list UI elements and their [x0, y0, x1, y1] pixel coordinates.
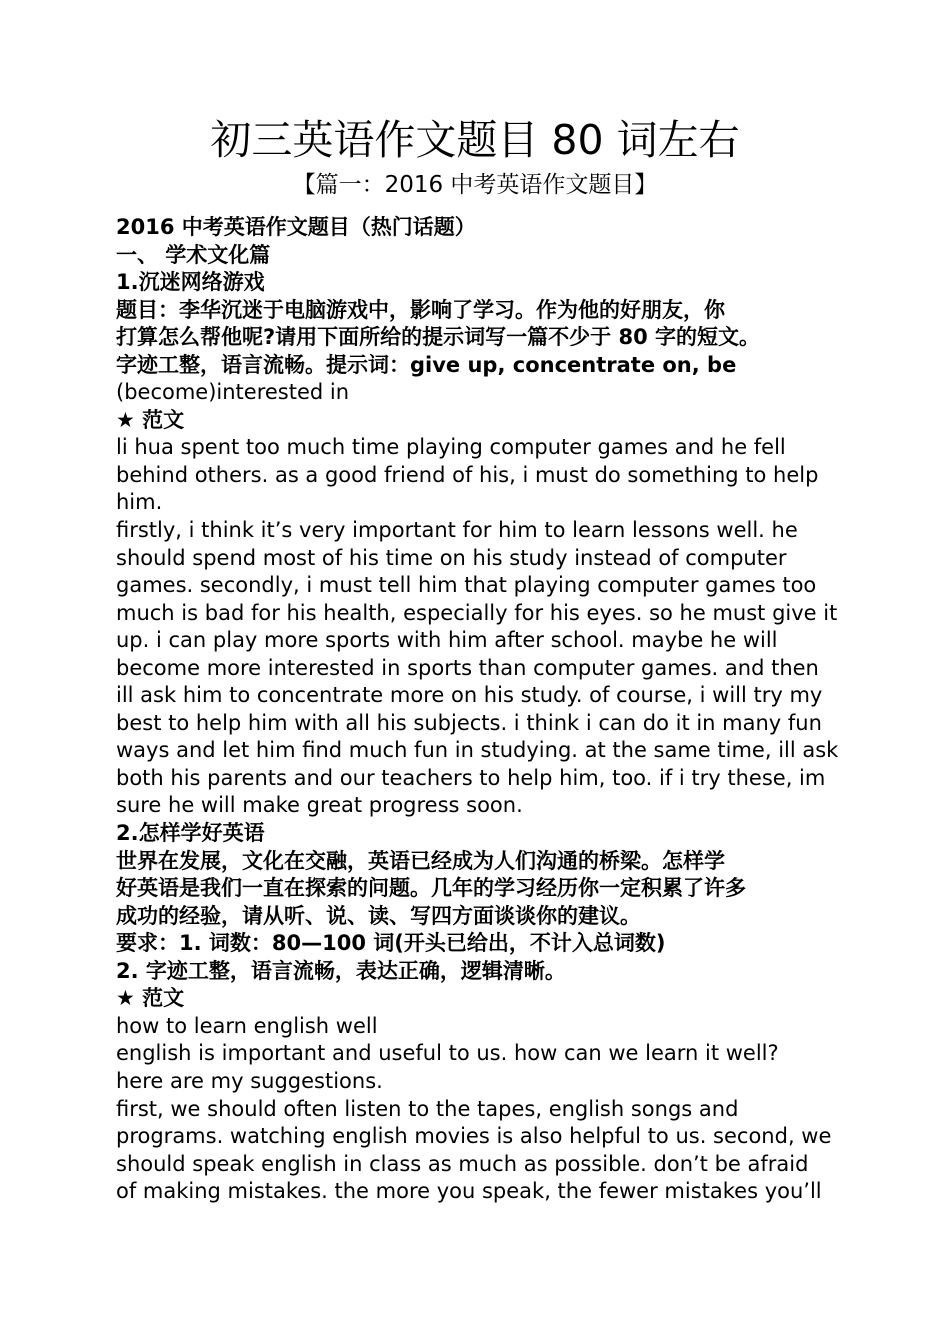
text-line: 成功的经验，请从听、说、读、写四方面谈谈你的建议。: [116, 903, 641, 928]
text-line: ill ask him to concentrate more on his study. of course, i will try my: [116, 683, 823, 708]
text-line: should spend most of his time on his study instead of computer: [116, 545, 787, 570]
text-line: should speak english in class as much as possible. don’t be afraid: [116, 1151, 809, 1176]
text-line: sure he will make great progress soon.: [116, 793, 523, 818]
text-line: first, we should often listen to the tapes, english songs and: [116, 1096, 739, 1121]
text-line: 一、 学术文化篇: [116, 242, 271, 267]
text-line: become more interested in sports than computer games. and then: [116, 655, 819, 680]
text-line: up. i can play more sports with him after school. maybe he will: [116, 628, 778, 653]
text-line: him.: [116, 490, 163, 515]
text-line: 1.沉迷网络游戏: [116, 270, 265, 295]
document-title: 初三英语作文题目 80 词左右: [210, 116, 740, 164]
document-subtitle: 【篇一：2016 中考英语作文题目】: [292, 172, 658, 198]
text-line: behind others. as a good friend of his, i must do something to help: [116, 462, 819, 487]
text-line: best to help him with all his subjects. i think i can do it in many fun: [116, 710, 822, 735]
text-line: 打算怎么帮他呢?请用下面所给的提示词写一篇不少于 80 字的短文。: [116, 325, 761, 350]
text-line: programs. watching english movies is also helpful to us. second, we: [116, 1124, 832, 1149]
text-line: here are my suggestions.: [116, 1068, 383, 1093]
text-line: games. secondly, i must tell him that playing computer games too: [116, 573, 817, 598]
text-line: how to learn english well: [116, 1013, 378, 1038]
text-line: 2016 中考英语作文题目（热门话题）: [116, 215, 476, 239]
text-line: 要求：1. 词数：80—100 词(开头已给出，不计入总词数): [116, 931, 666, 956]
text-line: both his parents and our teachers to help him, too. if i try these, im: [116, 765, 826, 790]
text-line: 世界在发展，文化在交融，英语已经成为人们沟通的桥梁。怎样学: [116, 848, 725, 873]
text-line: 字迹工整，语言流畅。提示词：give up, concentrate on, be: [116, 352, 737, 377]
text-line: 2.怎样学好英语: [116, 821, 265, 846]
text-line: ★ 范文: [116, 986, 185, 1011]
text-line: 2. 字迹工整，语言流畅，表达正确，逻辑清晰。: [116, 958, 566, 983]
text-line: (become)interested in: [116, 380, 350, 405]
text-line: ★ 范文: [116, 407, 185, 432]
text-line: of making mistakes. the more you speak, the fewer mistakes you’ll: [116, 1179, 822, 1204]
text-line: 好英语是我们一直在探索的问题。几年的学习经历你一定积累了许多: [116, 876, 746, 901]
text-line: firstly, i think it’s very important for him to learn lessons well. he: [116, 518, 798, 543]
text-line: much is bad for his health, especially for his eyes. so he must give it: [116, 600, 838, 625]
text-line: english is important and useful to us. how can we learn it well?: [116, 1041, 779, 1066]
document-body: [116, 214, 842, 1206]
text-line: ways and let him find much fun in studying. at the same time, ill ask: [116, 738, 839, 763]
text-line: li hua spent too much time playing computer games and he fell: [116, 435, 786, 460]
text-line: 题目：李华沉迷于电脑游戏中，影响了学习。作为他的好朋友，你: [116, 297, 725, 322]
